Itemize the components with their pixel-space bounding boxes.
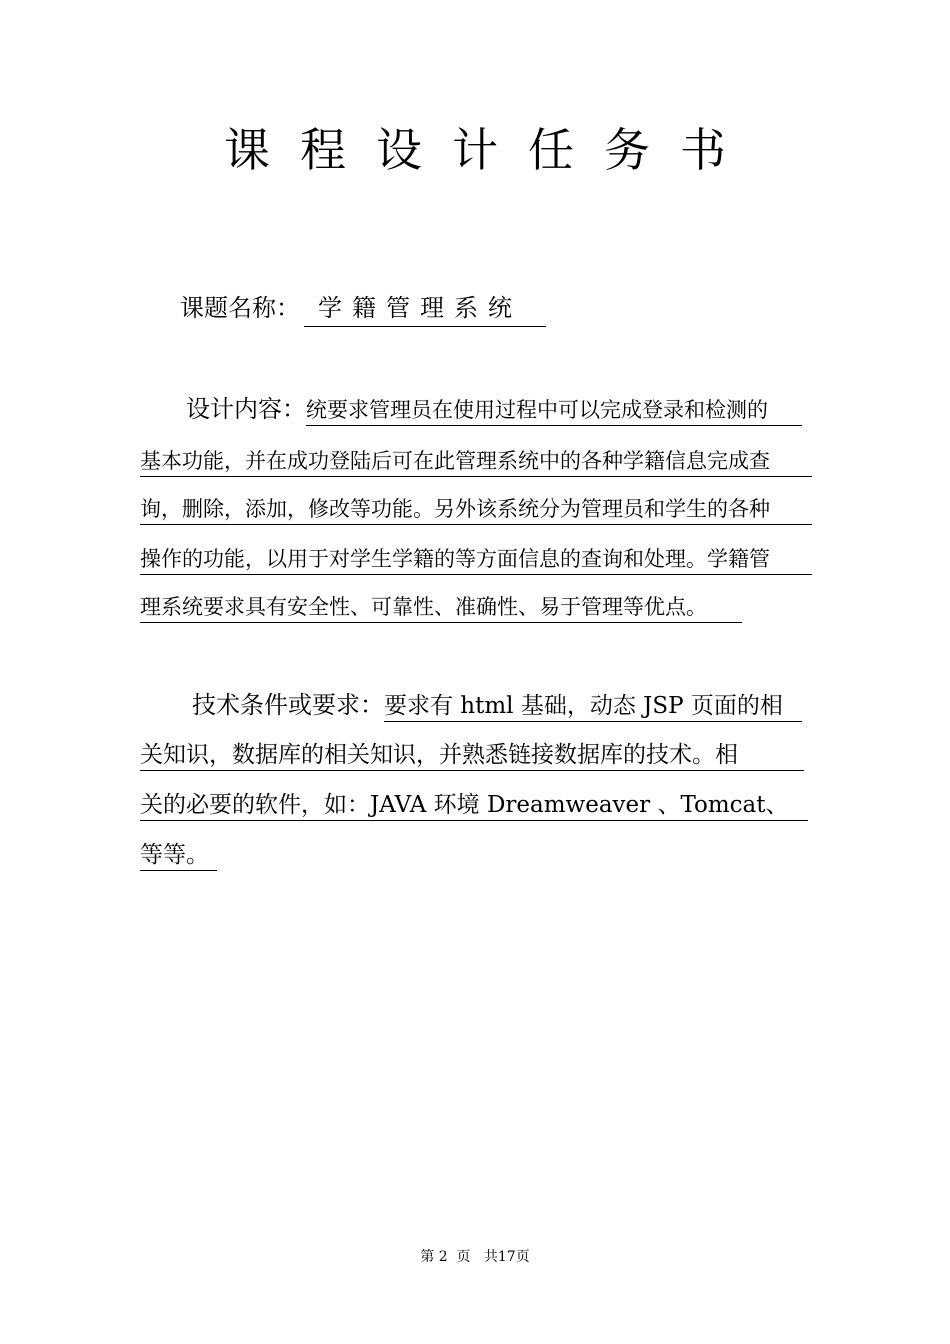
topic-value: 学籍管理系统 [304, 290, 546, 327]
tech-text-3: 关的必要的软件，如：JAVA 环境 Dreamweaver 、Tomcat、 [140, 790, 808, 821]
design-label: 设计内容： [186, 395, 306, 423]
design-text-4: 操作的功能，以用于对学生学籍的等方面信息的查询和处理。学籍管 [140, 544, 812, 575]
tech-label: 技术条件或要求： [192, 691, 384, 719]
tech-line-1 [192, 690, 802, 724]
design-line-1 [186, 394, 802, 428]
tech-line-3 [140, 790, 808, 824]
tech-text-1: 要求有 html 基础，动态 JSP 页面的相 [384, 691, 802, 722]
design-line-2 [140, 446, 812, 480]
page-title: 课程设计任务书 [224, 123, 756, 177]
design-text-5: 理系统要求具有安全性、可靠性、准确性、易于管理等优点。 [140, 592, 742, 623]
design-text-1: 统要求管理员在使用过程中可以完成登录和检测的 [306, 395, 802, 426]
tech-line-2 [140, 740, 804, 774]
tech-line-4 [140, 840, 217, 874]
design-line-3 [140, 494, 812, 528]
page-footer: 第 2 页 共17页 [420, 1249, 530, 1265]
design-text-3: 询，删除，添加，修改等功能。另外该系统分为管理员和学生的各种 [140, 494, 812, 525]
topic-row [180, 290, 546, 330]
design-line-5 [140, 592, 742, 626]
design-text-2: 基本功能，并在成功登陆后可在此管理系统中的各种学籍信息完成查 [140, 446, 812, 477]
tech-text-2: 关知识，数据库的相关知识，并熟悉链接数据库的技术。相 [140, 740, 804, 771]
topic-label: 课题名称： [180, 294, 300, 322]
tech-text-4: 等等。 [140, 840, 217, 871]
design-line-4 [140, 544, 812, 578]
